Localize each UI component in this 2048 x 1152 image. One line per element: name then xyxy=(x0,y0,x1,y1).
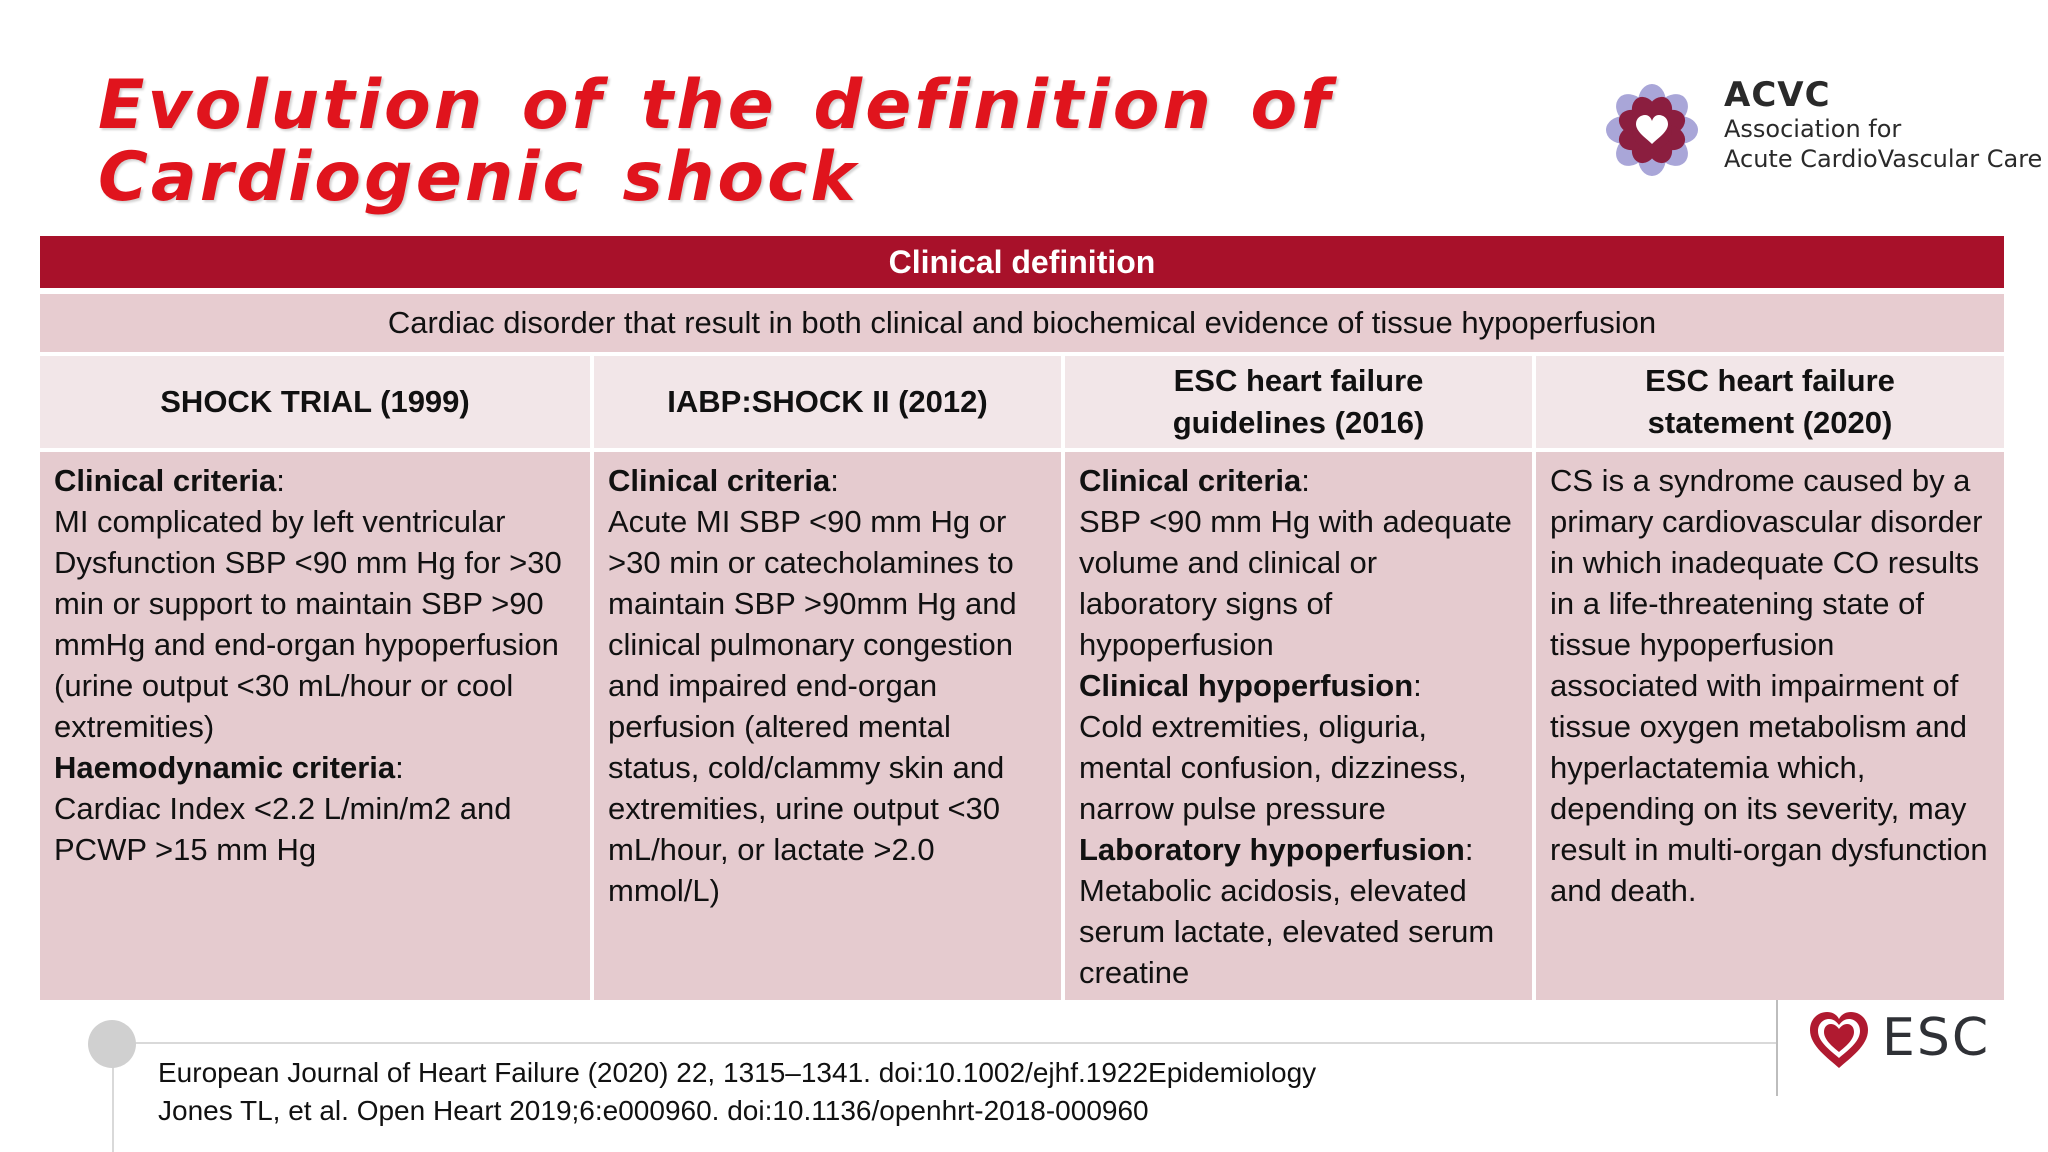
esc-logo-divider xyxy=(1776,1000,1778,1096)
criteria-text: Cold extremities, oliguria, mental confusion, dizziness, narrow pulse pressure xyxy=(1079,709,1467,826)
column-heading-line1: ESC heart failure xyxy=(1645,363,1895,398)
criteria-label: Clinical criteria: xyxy=(608,463,839,498)
acvc-subtitle-line2: Acute CardioVascular Care xyxy=(1724,145,2043,173)
column-heading-line1: ESC heart failure xyxy=(1173,363,1424,398)
criteria-text: SBP <90 mm Hg with adequate volume and clinical or laboratory signs of hypoperfusion xyxy=(1079,504,1512,662)
column-body-esc-statement-2020 xyxy=(1536,452,2004,1000)
column-body-shock-trial xyxy=(40,452,590,1000)
esc-logo xyxy=(1776,1000,2048,1096)
column-heading-iabp-shock-ii xyxy=(594,356,1061,448)
esc-wordmark: ESC xyxy=(1882,1008,1991,1068)
column-body-esc-guidelines-2016 xyxy=(1065,452,1532,1000)
criteria-label: Clinical criteria: xyxy=(1079,463,1310,498)
criteria-label: Laboratory hypoperfusion: xyxy=(1079,832,1474,867)
column-heading-text: SHOCK TRIAL (1999) xyxy=(160,384,470,419)
table-header: Clinical definition xyxy=(40,236,2004,288)
criteria-text: Metabolic acidosis, elevated serum lactate, elevated serum creatine xyxy=(1079,873,1495,990)
acvc-name: ACVC xyxy=(1724,75,1831,115)
criteria-label: Haemodynamic criteria: xyxy=(54,750,404,785)
column-heading-esc-guidelines-2016 xyxy=(1065,356,1532,448)
column-heading-text: IABP:SHOCK II (2012) xyxy=(667,384,988,419)
table-definition-row: Cardiac disorder that result in both clinical and biochemical evidence of tissue hypoperfusion xyxy=(40,294,2004,352)
criteria-text: Acute MI SBP <90 mm Hg or >30 min or catecholamines to maintain SBP >90mm Hg and clinical pulmonary congestion and impaired end-organ perfusion (altered mental status, cold/clammy skin and extremities, urine output <30 mL/hour, or lactate >2.0 mmol/L) xyxy=(608,504,1017,908)
reference-line2: Jones TL, et al. Open Heart 2019;6:e000960. doi:10.1136/openhrt-2018-000960 xyxy=(158,1095,1149,1126)
column-heading-shock-trial xyxy=(40,356,590,448)
column-heading-line2: guidelines (2016) xyxy=(1172,405,1425,440)
definition-text: CS is a syndrome caused by a primary cardiovascular disorder in which inadequate CO results in a life-threatening state of tissue hypoperfusion associated with impairment of tissue oxygen metabolism and hyperlactatemia which, depending on its severity, may result in multi-organ dysfunction and death. xyxy=(1550,463,1988,908)
footer-dot xyxy=(88,1020,136,1068)
footer-divider xyxy=(112,1042,2048,1044)
definition-table xyxy=(40,236,2004,1000)
references xyxy=(158,1054,1316,1130)
acvc-wordmark xyxy=(1724,76,2042,174)
esc-heart-icon xyxy=(1806,1008,1872,1074)
reference-line1: European Journal of Heart Failure (2020) 22, 1315–1341. doi:10.1002/ejhf.1922Epidemiology xyxy=(158,1057,1317,1088)
slide-title-line2: Cardiogenic shock xyxy=(98,138,859,217)
column-heading-esc-statement-2020 xyxy=(1536,356,2004,448)
column-body-iabp-shock-ii xyxy=(594,452,1061,1000)
criteria-label: Clinical hypoperfusion: xyxy=(1079,668,1422,703)
criteria-text: MI complicated by left ventricular Dysfunction SBP <90 mm Hg for >30 min or support to maintain SBP >90 mmHg and end-organ hypoperfusion (urine output <30 mL/hour or cool extremities) xyxy=(54,504,562,744)
heart-flower-icon xyxy=(1604,82,1700,178)
acvc-logo xyxy=(1604,75,2043,180)
criteria-label: Clinical criteria: xyxy=(54,463,285,498)
slide-title xyxy=(98,66,1338,217)
criteria-text: Cardiac Index <2.2 L/min/m2 and PCWP >15 mm Hg xyxy=(54,791,512,867)
slide-title-line1: Evolution of the definition of xyxy=(98,66,1333,145)
acvc-subtitle-line1: Association for xyxy=(1724,115,1902,143)
column-heading-line2: statement (2020) xyxy=(1647,405,1893,440)
